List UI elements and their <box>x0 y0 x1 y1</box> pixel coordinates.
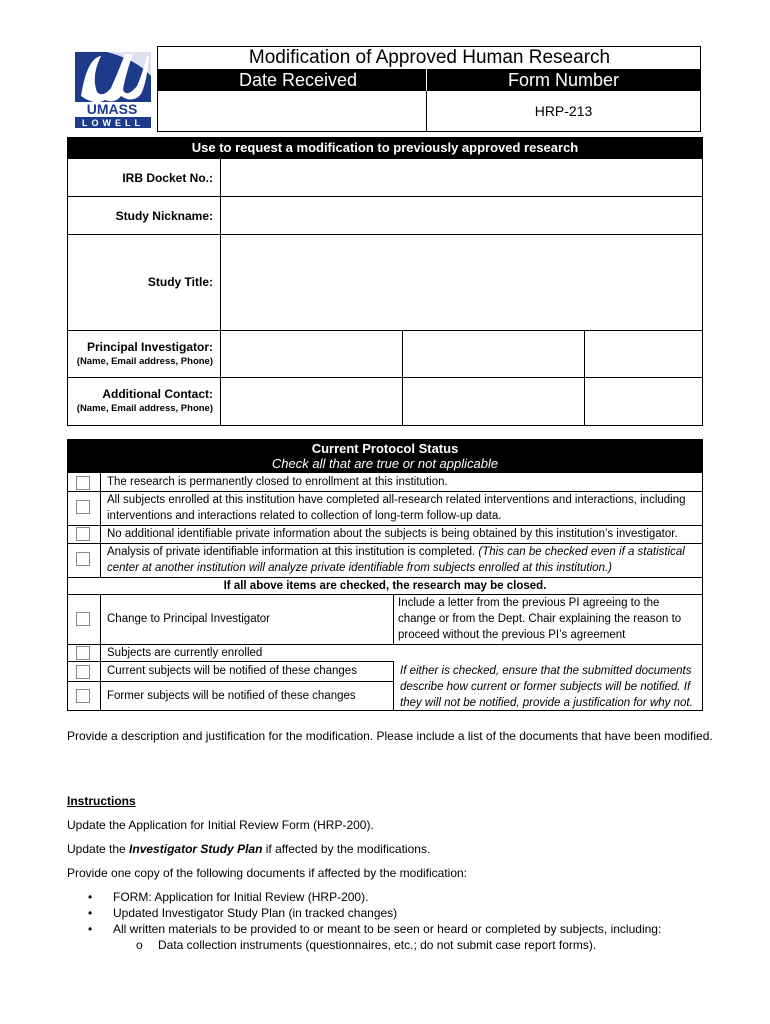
bullet-item: FORM: Application for Initial Review (HRP-200). <box>113 890 369 904</box>
form-number-value: HRP-213 <box>534 103 593 119</box>
checkbox-no-additional-info[interactable] <box>76 527 90 541</box>
bullet-item: Updated Investigator Study Plan (in tracked changes) <box>113 906 398 920</box>
change-pi-note-1: Include a letter from the previous PI agreeing to the <box>398 597 660 609</box>
status-analysis-completed <box>107 544 685 560</box>
checkbox-subjects-enrolled[interactable] <box>76 646 90 660</box>
additional-contact-sublabel: (Name, Email address, Phone) <box>76 403 213 414</box>
pi-label: Principal Investigator: <box>86 340 213 354</box>
contact-phone-input[interactable] <box>585 378 702 425</box>
pi-phone-input[interactable] <box>585 331 702 377</box>
section1-banner: Use to request a modification to previously approved research <box>67 137 703 159</box>
header-bar-divider <box>426 69 427 91</box>
description-prompt: Provide a description and justification for the modification. Please include a list of the documents that have been modified. <box>67 729 713 743</box>
status-no-additional-info: No additional identifiable private information about the subjects is being obtained by this institution’s investigator. <box>107 528 678 540</box>
checkbox-former-notified[interactable] <box>76 689 90 703</box>
status-completed-interventions-2: interventions and interactions related to collection of long-term follow-up data. <box>107 510 502 522</box>
sub-bullet-marker: o <box>136 938 143 952</box>
checkbox-completed-interventions[interactable] <box>76 500 90 514</box>
pi-email-input[interactable] <box>403 331 584 377</box>
notify-note-3: they will not be notified, provide a justification for why not. <box>400 697 693 709</box>
bullet-item: All written materials to be provided to or meant to be seen or heard or completed by subjects, including: <box>113 922 662 936</box>
irb-docket-label: IRB Docket No.: <box>122 171 213 185</box>
checkbox-column-divider <box>100 594 101 711</box>
former-notified-label: Former subjects will be notified of these changes <box>107 690 356 702</box>
instruction-line-2-post: if affected by the modifications. <box>262 842 431 856</box>
protocol-status-subtitle: Check all that are true or not applicable <box>271 456 499 471</box>
closure-note: If all above items are checked, the research may be closed. <box>223 580 547 592</box>
change-pi-label: Change to Principal Investigator <box>107 613 271 625</box>
logo-graphic <box>67 46 157 131</box>
contact-name-input[interactable] <box>221 378 402 425</box>
note-column-divider <box>393 594 394 644</box>
bullet-icon: • <box>88 922 93 936</box>
date-received-label: Date Received <box>238 70 358 90</box>
logo-text-umass: UMASS <box>86 101 138 117</box>
checkbox-closed-enrollment[interactable] <box>76 476 90 490</box>
contact-email-input[interactable] <box>403 378 584 425</box>
analysis-completed-text: Analysis of private identifiable information at this institution is completed. <box>107 546 476 558</box>
instruction-line-3: Provide one copy of the following documents if affected by the modification: <box>67 866 468 880</box>
checkbox-current-notified[interactable] <box>76 665 90 679</box>
date-received-field[interactable] <box>158 91 426 132</box>
study-nickname-label: Study Nickname: <box>115 209 213 223</box>
study-title-label: Study Title: <box>147 275 213 289</box>
bullet-icon: • <box>88 906 93 920</box>
protocol-status-title: Current Protocol Status <box>311 441 459 456</box>
instruction-line-2-pre: Update the <box>67 842 130 856</box>
protocol-status-banner <box>67 439 703 473</box>
row-divider <box>67 681 393 682</box>
pi-sublabel: (Name, Email address, Phone) <box>76 356 213 367</box>
note-column-divider <box>393 661 394 711</box>
bullet-icon: • <box>88 890 93 904</box>
irb-docket-input[interactable] <box>221 160 702 196</box>
study-title-input[interactable] <box>221 235 702 330</box>
instructions-heading: Instructions <box>67 794 136 808</box>
form-title: Modification of Approved Human Research <box>248 47 611 68</box>
form-number-label: Form Number <box>507 70 619 90</box>
status-analysis-completed-note-2: center at another institution will analyze private identifiable from subjects enrolled at this institution.) <box>107 562 612 574</box>
change-pi-note-2: change or from the Dept. Chair explaining the reason to <box>398 613 682 625</box>
instruction-line-2 <box>67 842 430 857</box>
study-nickname-input[interactable] <box>221 197 702 234</box>
sub-bullet-item: Data collection instruments (questionnaires, etc.; do not submit case report forms). <box>158 938 597 952</box>
notify-note-1: If either is checked, ensure that the submitted documents <box>400 665 692 677</box>
pi-name-input[interactable] <box>221 331 402 377</box>
checkbox-analysis-completed[interactable] <box>76 552 90 566</box>
umass-lowell-logo <box>67 46 158 132</box>
subjects-enrolled-label: Subjects are currently enrolled <box>107 647 263 659</box>
status-completed-interventions-1: All subjects enrolled at this institution have completed all-research related interventions and interactions, including <box>107 494 686 506</box>
checkbox-change-pi[interactable] <box>76 612 90 626</box>
status-closed-enrollment: The research is permanently closed to enrollment at this institution. <box>107 476 448 488</box>
change-pi-note-3: proceed without the previous PI’s agreement <box>398 629 626 641</box>
logo-text-lowell: LOWELL <box>82 118 144 128</box>
analysis-completed-note: (This can be checked even if a statistical <box>478 546 685 558</box>
investigator-study-plan-text: Investigator Study Plan <box>129 842 263 856</box>
row-divider <box>67 661 393 662</box>
current-notified-label: Current subjects will be notified of these changes <box>107 665 357 677</box>
notify-note-2: describe how current or former subjects will be notified. If <box>400 681 691 693</box>
additional-contact-label: Additional Contact: <box>102 387 213 401</box>
instruction-line-1: Update the Application for Initial Review Form (HRP-200). <box>67 818 374 832</box>
